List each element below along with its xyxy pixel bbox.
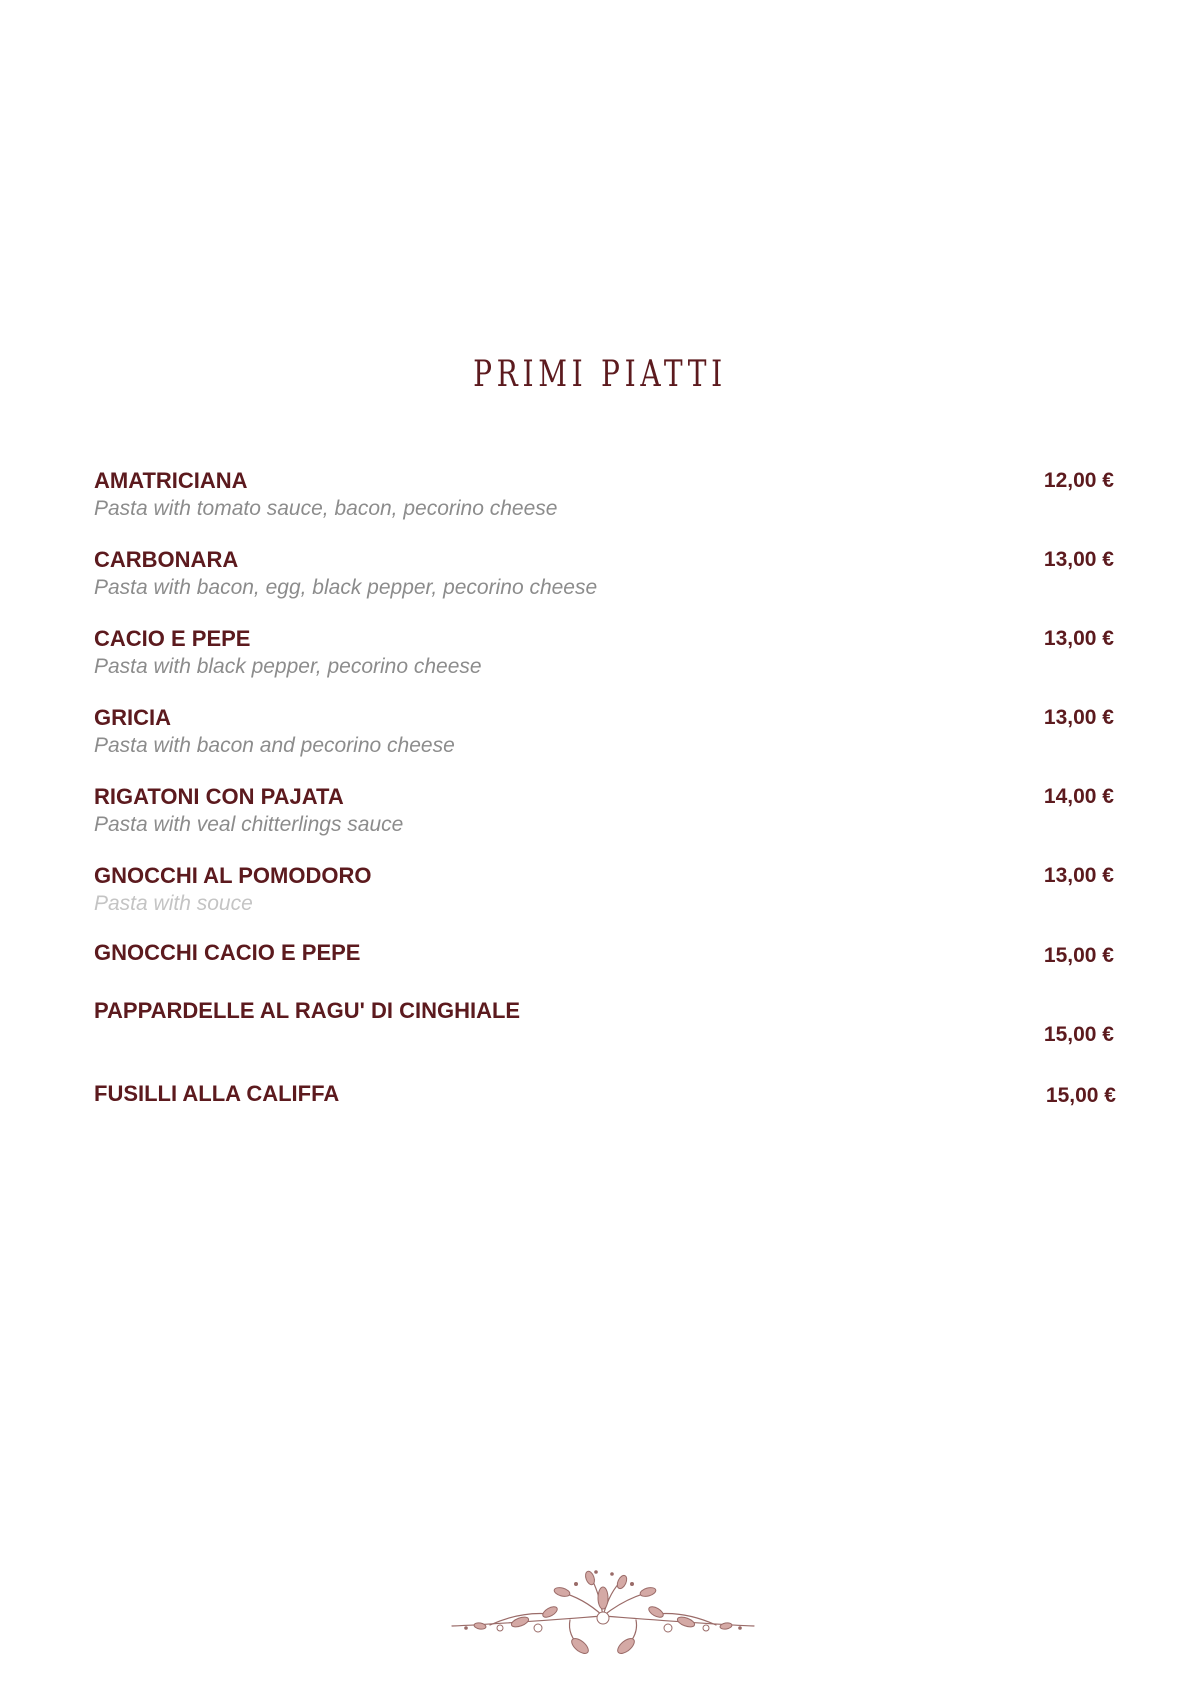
menu-item-description: Pasta with veal chitterlings sauce [94, 813, 404, 836]
menu-item-price: 13,00 € [1043, 706, 1114, 729]
menu-item-description: Pasta with tomato sauce, bacon, pecorino cheese [94, 497, 558, 520]
menu-item-name: RIGATONI CON PAJATA [94, 784, 344, 809]
menu-item-description: Pasta with souce [94, 892, 253, 915]
menu-item-price: 13,00 € [1043, 627, 1114, 650]
menu-item-name: GRICIA [94, 705, 171, 730]
menu-item-name: GNOCCHI AL POMODORO [94, 863, 372, 888]
menu-item-name: GNOCCHI CACIO E PEPE [94, 940, 361, 965]
menu-item-description: Pasta with black pepper, pecorino cheese [94, 655, 482, 678]
menu-item-name: AMATRICIANA [94, 468, 248, 493]
menu-item-price: 13,00 € [1043, 864, 1114, 887]
menu-item-price: 13,00 € [1043, 548, 1114, 571]
menu-item-name: CARBONARA [94, 547, 239, 572]
menu-item-description: Pasta with bacon, egg, black pepper, pecorino cheese [94, 576, 598, 599]
menu-item-name: PAPPARDELLE AL RAGU' DI CINGHIALE [94, 998, 521, 1023]
menu-item-name: FUSILLI ALLA CALIFFA [94, 1081, 340, 1106]
page-title: PRIMI PIATTI [473, 354, 727, 395]
menu-item-price: 15,00 € [1043, 1023, 1114, 1046]
menu-item-price: 15,00 € [1045, 1084, 1116, 1107]
menu-item-description: Pasta with bacon and pecorino cheese [94, 734, 455, 757]
menu-item-price: 12,00 € [1043, 469, 1114, 492]
floral-garland-icon [450, 1568, 756, 1654]
menu-item-name: CACIO E PEPE [94, 626, 251, 651]
menu-item-price: 15,00 € [1043, 944, 1114, 967]
menu-item-price: 14,00 € [1043, 785, 1114, 808]
